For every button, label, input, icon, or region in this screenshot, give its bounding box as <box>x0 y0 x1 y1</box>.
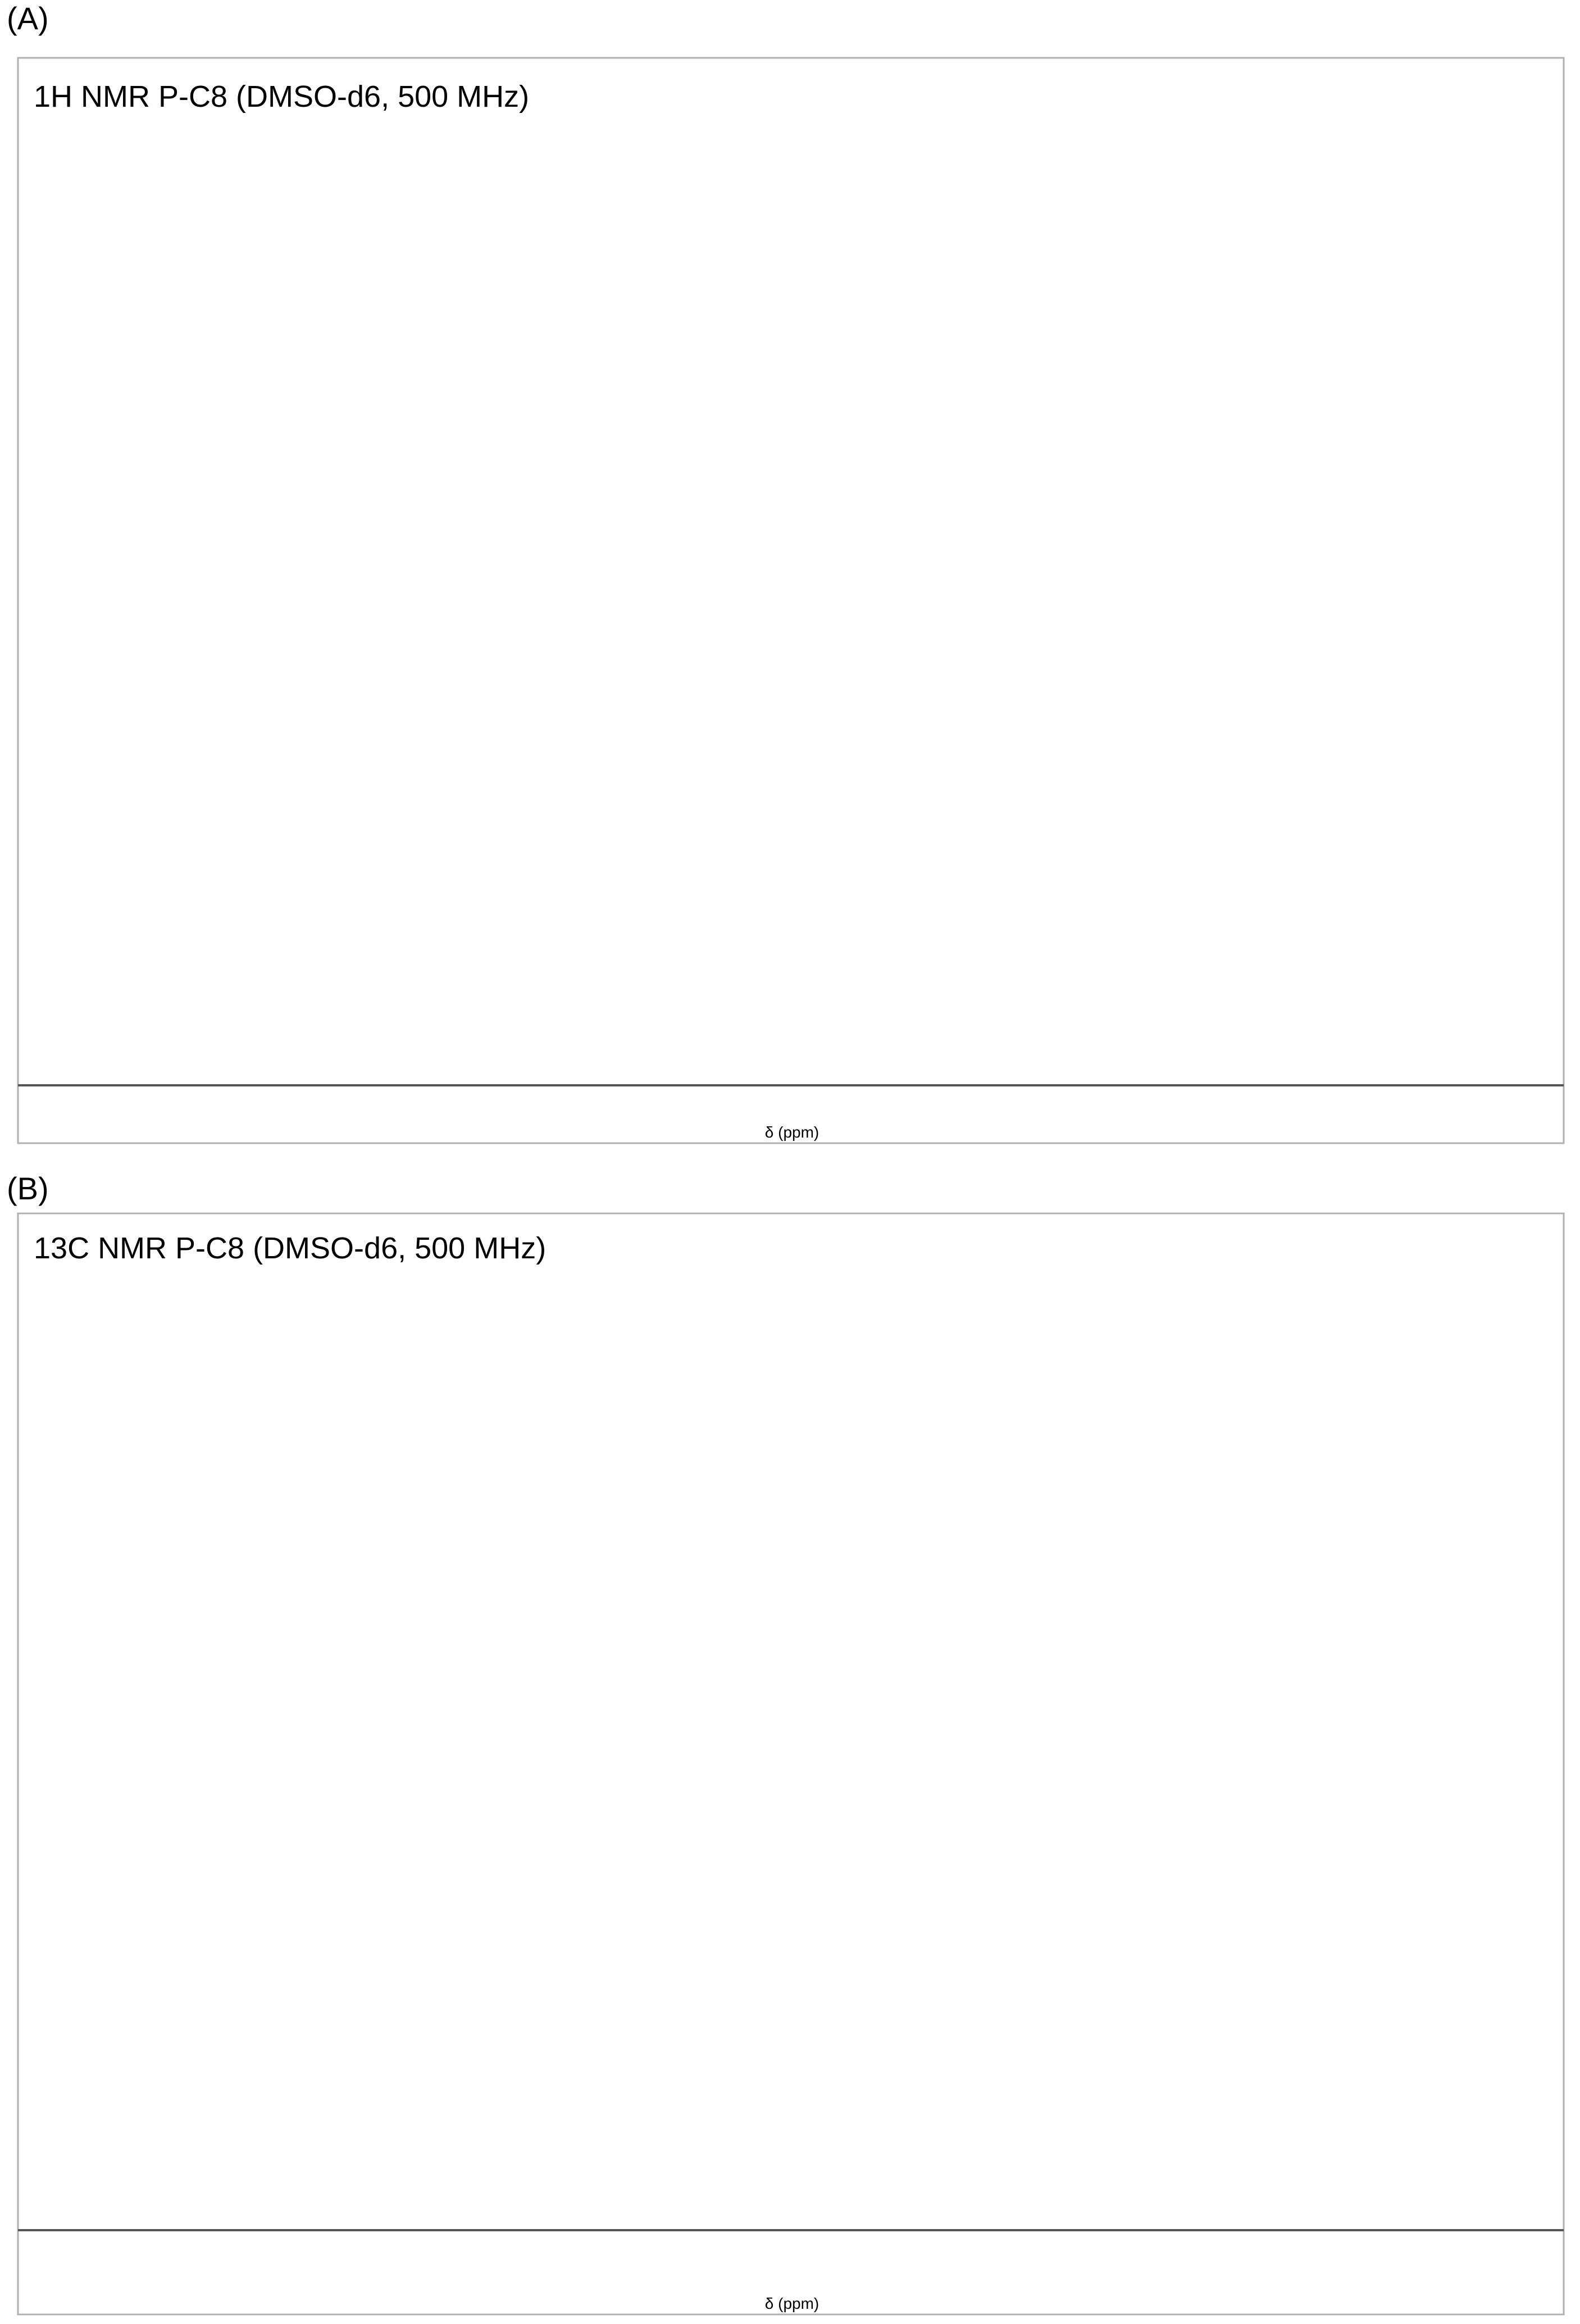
panel-a-title: 1H NMR P-C8 (DMSO-d6, 500 MHz) <box>34 80 530 113</box>
panel-a-letter: (A) <box>7 1 49 36</box>
panel-a-frame <box>18 58 1564 1143</box>
panel-b-title: 13C NMR P-C8 (DMSO-d6, 500 MHz) <box>34 1231 547 1265</box>
panel-b-x-axis-title: δ (ppm) <box>764 2295 819 2312</box>
panel-a-x-axis-title: δ (ppm) <box>764 1124 819 1141</box>
panel-b-letter: (B) <box>7 1171 49 1206</box>
panel-b-x-axis <box>18 2229 1564 2231</box>
panel-b-frame <box>18 1213 1564 2314</box>
panel-a-x-axis <box>18 1084 1564 1086</box>
